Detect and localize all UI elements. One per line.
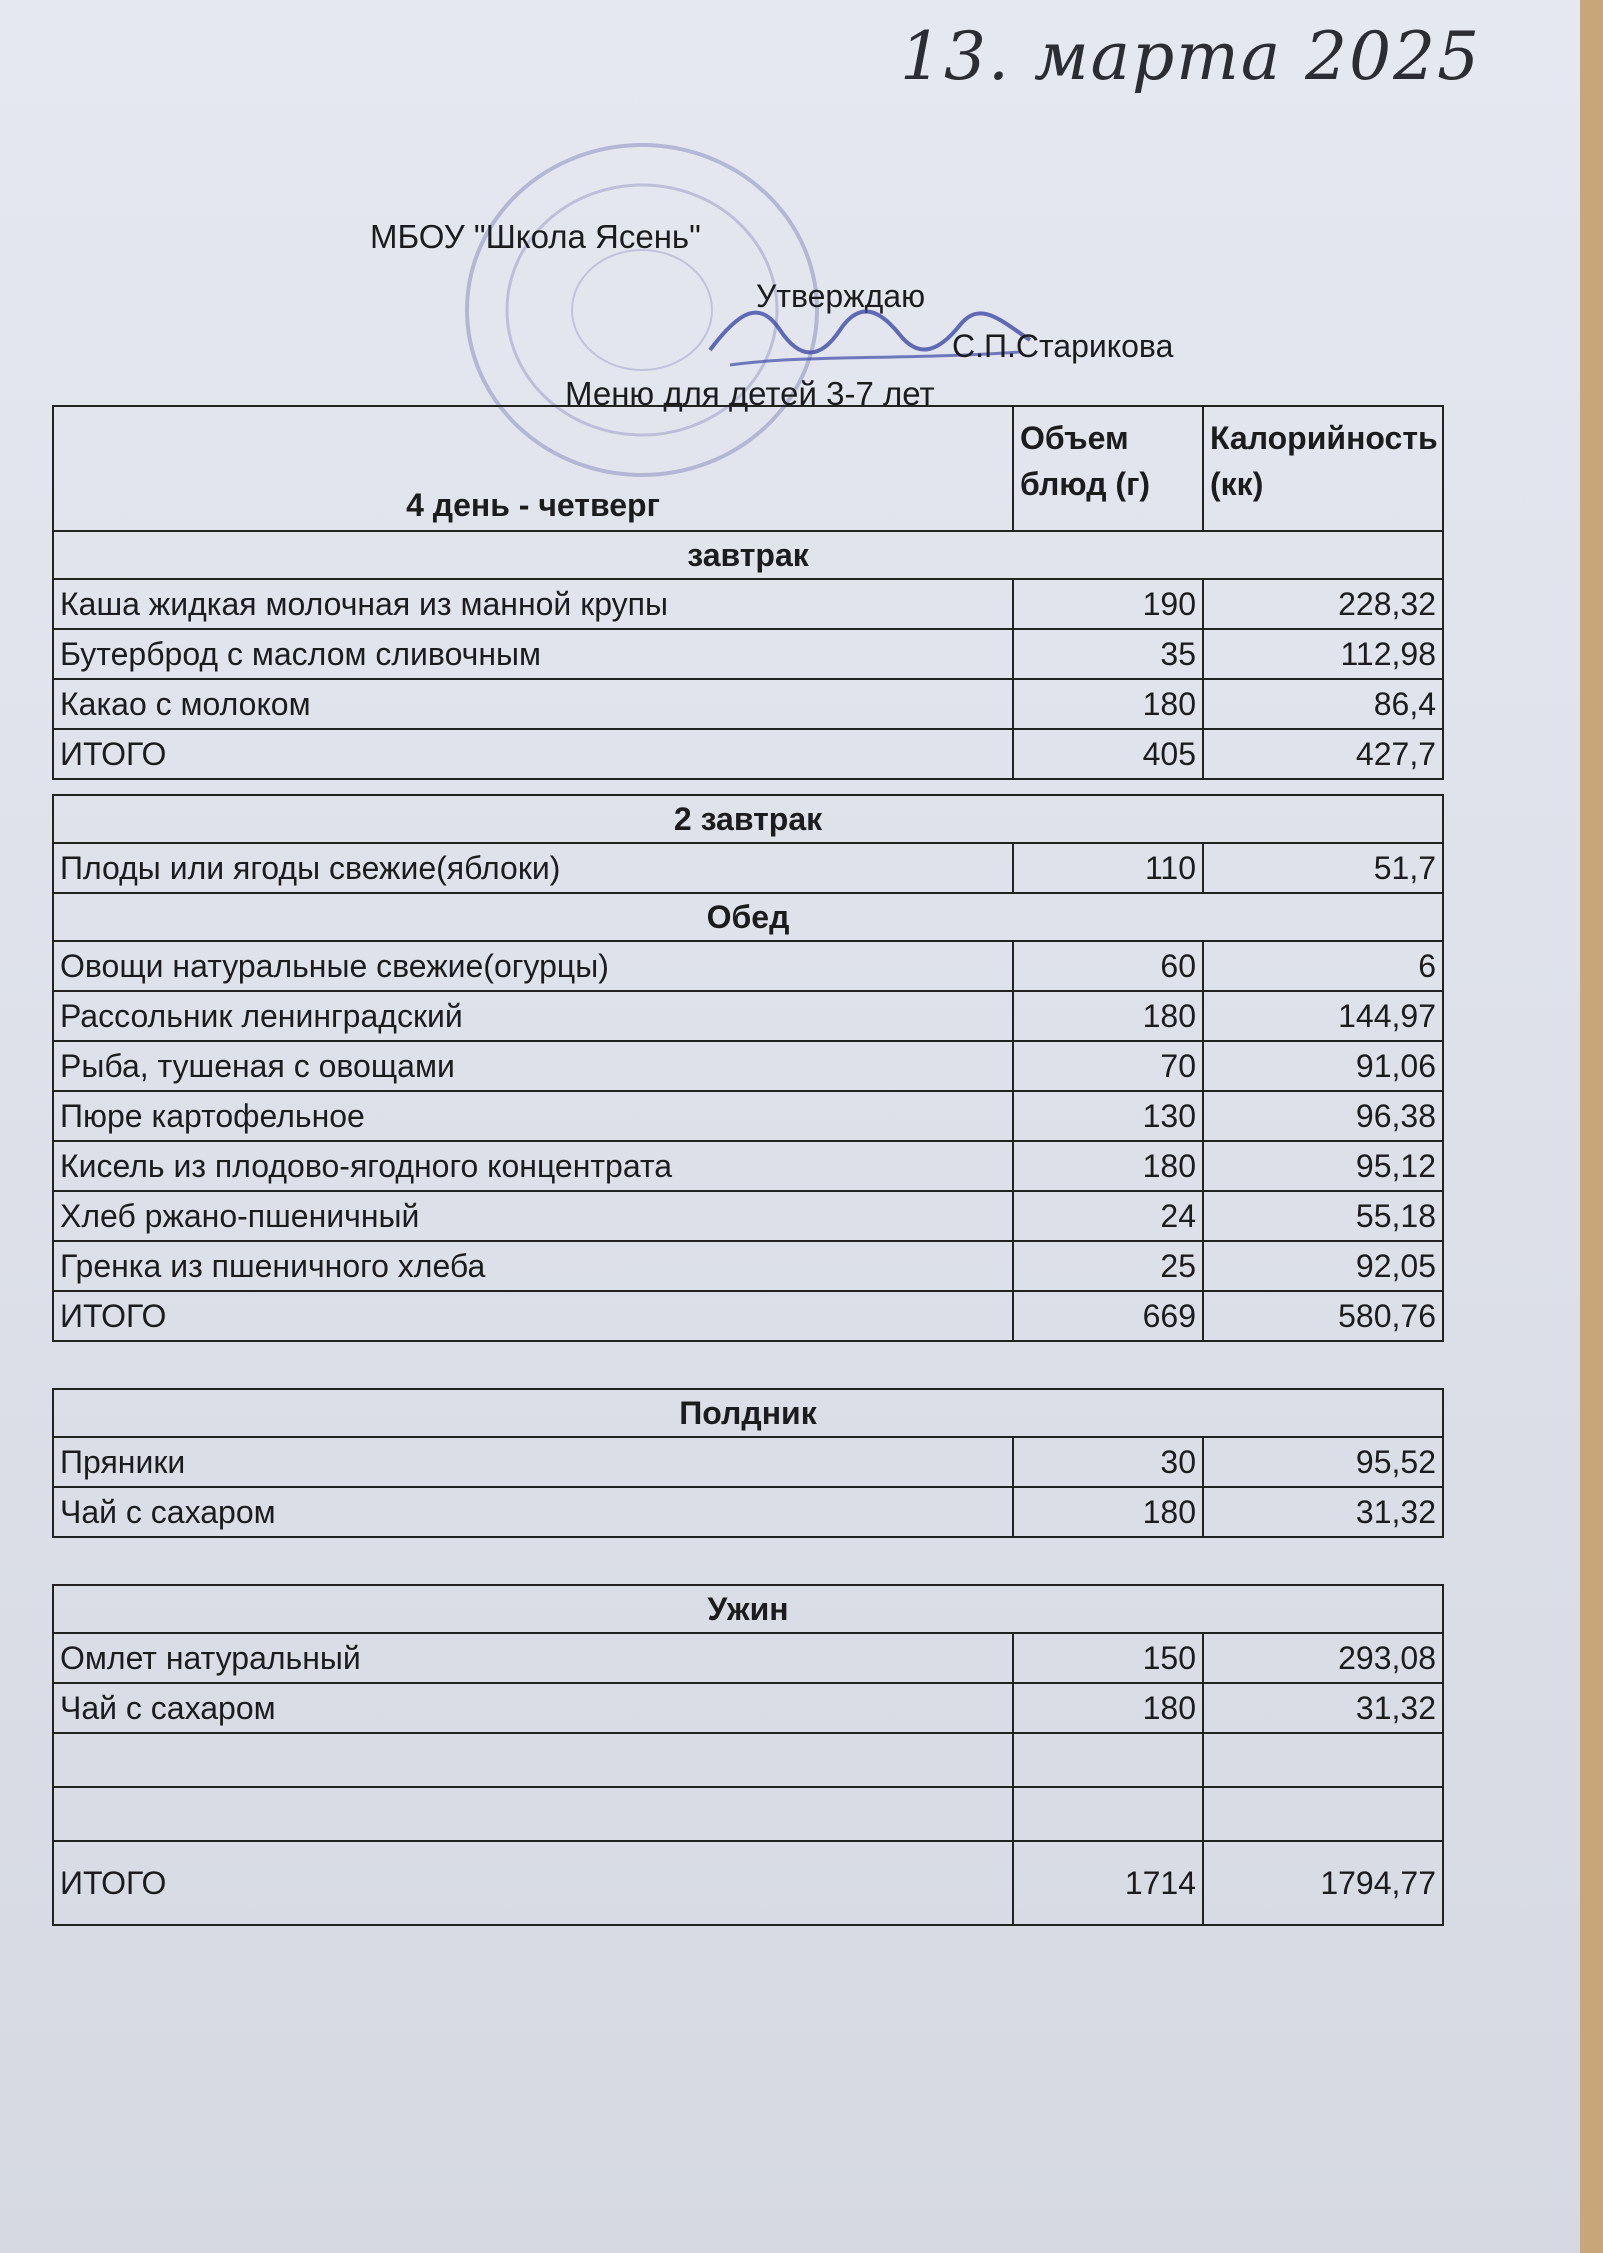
spacer-row <box>53 779 1443 795</box>
table-row: Пряники 30 95,52 <box>53 1437 1443 1487</box>
menu-table <box>52 405 1444 1926</box>
total-row: ИТОГО 405 427,7 <box>53 729 1443 779</box>
spacer-row <box>53 1537 1443 1585</box>
table-row: Плоды или ягоды свежие(яблоки) 110 51,7 <box>53 843 1443 893</box>
day-header: 4 день - четверг <box>53 406 1013 531</box>
table-row: Каша жидкая молочная из манной крупы 190 228,32 <box>53 579 1443 629</box>
organization-name: МБОУ "Школа Ясень" <box>370 218 701 255</box>
calories-header: Калорийность (кк) <box>1203 406 1443 531</box>
table-row: Рассольник ленинградский 180 144,97 <box>53 991 1443 1041</box>
section-breakfast: завтрак <box>53 531 1443 579</box>
total-row: ИТОГО 669 580,76 <box>53 1291 1443 1341</box>
empty-row <box>53 1733 1443 1787</box>
spacer-row <box>53 1341 1443 1389</box>
table-row: Хлеб ржано-пшеничный 24 55,18 <box>53 1191 1443 1241</box>
section-lunch: Обед <box>53 893 1443 941</box>
table-row: Гренка из пшеничного хлеба 25 92,05 <box>53 1241 1443 1291</box>
handwritten-date: 13. марта 2025 <box>900 18 1482 95</box>
table-row: Бутерброд с маслом сливочным 35 112,98 <box>53 629 1443 679</box>
empty-row <box>53 1787 1443 1841</box>
table-row: Кисель из плодово-ягодного концентрата 180 95,12 <box>53 1141 1443 1191</box>
header-row <box>53 406 1443 531</box>
table-row: Чай с сахаром 180 31,32 <box>53 1683 1443 1733</box>
section-dinner: Ужин <box>53 1585 1443 1633</box>
menu-title: Меню для детей 3-7 лет <box>565 375 935 412</box>
approve-label: Утверждаю <box>756 278 926 314</box>
table-row: Чай с сахаром 180 31,32 <box>53 1487 1443 1537</box>
section-breakfast2: 2 завтрак <box>53 795 1443 843</box>
table-row: Пюре картофельное 130 96,38 <box>53 1091 1443 1141</box>
table-row: Какао с молоком 180 86,4 <box>53 679 1443 729</box>
table-row: Овощи натуральные свежие(огурцы) 60 6 <box>53 941 1443 991</box>
table-row: Омлет натуральный 150 293,08 <box>53 1633 1443 1683</box>
volume-header: Объем блюд (г) <box>1013 406 1203 531</box>
section-snack: Полдник <box>53 1389 1443 1437</box>
signer-name: С.П.Старикова <box>952 328 1174 364</box>
table-row: Рыба, тушеная с овощами 70 91,06 <box>53 1041 1443 1091</box>
grand-total-row: ИТОГО 1714 1794,77 <box>53 1841 1443 1925</box>
